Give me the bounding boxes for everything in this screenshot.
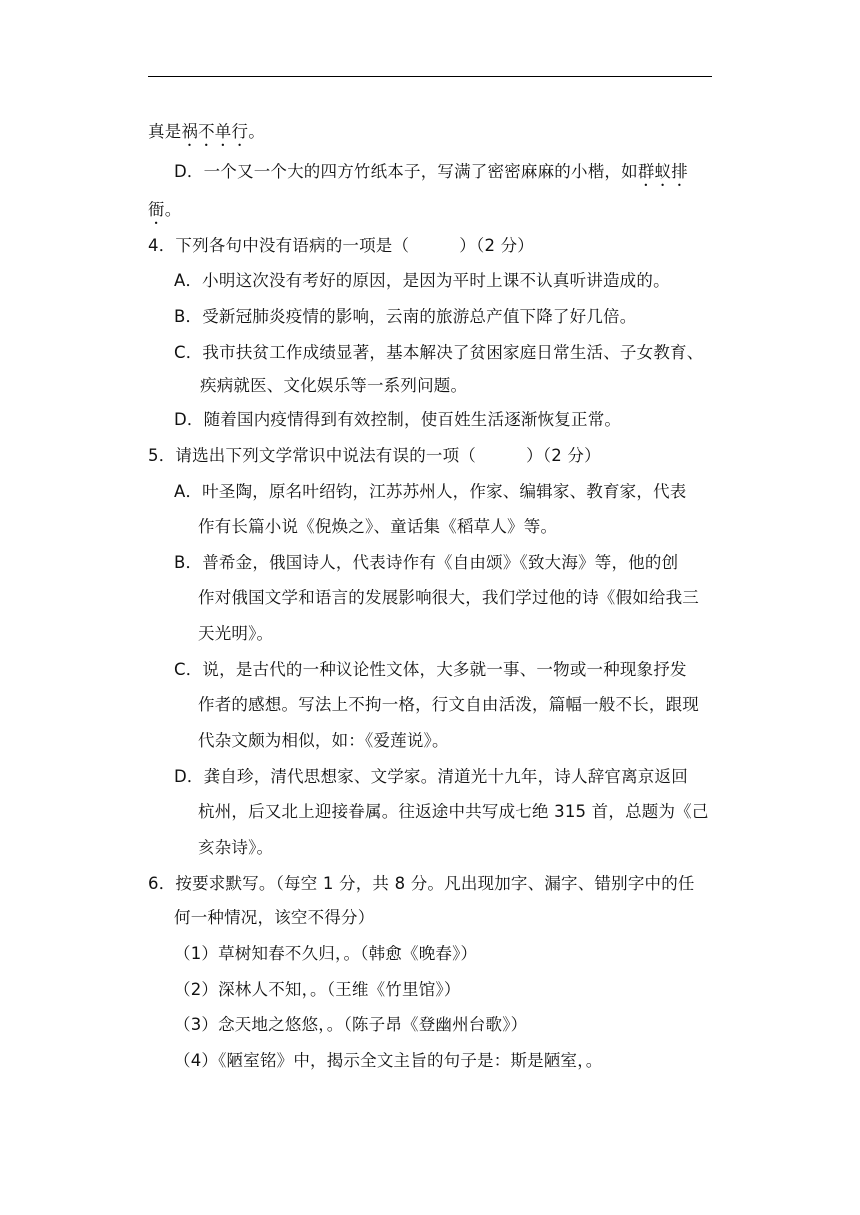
- q5-option-a-line2: 作有长篇小说《倪焕之》、童话集《稻草人》等。: [198, 517, 558, 536]
- q6-item-2: （2）深林人不知，。（王维《竹里馆》）: [174, 980, 461, 999]
- q6-stem-continuation: 何一种情况，该空不得分）: [174, 908, 375, 927]
- q4-option-b: B．受新冠肺炎疫情的影响，云南的旅游总产值下降了好几倍。: [174, 307, 637, 326]
- q6-item-1: （1）草树知春不久归，。（韩愈《晚春》）: [174, 944, 478, 963]
- q5-option-d: D．龚自珍，清代思想家、文学家。清道光十九年，诗人辞官离京返回: [174, 767, 688, 786]
- q6-item-3: （3）念天地之悠悠，。（陈子昂《登幽州台歌》）: [174, 1015, 528, 1034]
- q5-option-c-line3: 代杂文颇为相似，如：《爱莲说》。: [198, 731, 449, 750]
- q5-option-b-line3: 天光明》。: [198, 624, 274, 643]
- q4-option-c-continuation: 疾病就医、文化娱乐等一系列问题。: [200, 376, 468, 395]
- emphasized-text: 衙: [148, 200, 165, 219]
- q3-option-c-continuation: [148, 120, 265, 150]
- q4-option-c: C．我市扶贫工作成绩显著，基本解决了贫困家庭日常生活、子女教育、: [174, 343, 704, 362]
- q5-option-b-line2: 作对俄国文学和语言的发展影响很大，我们学过他的诗《假如给我三: [198, 588, 699, 607]
- q5-option-d-line2: 杭州，后又北上迎接眷属。往返途中共写成七绝 315 首，总题为《己: [198, 802, 709, 821]
- q5-option-b: B．普希金，俄国诗人，代表诗作有《自由颂》《致大海》等，他的创: [174, 553, 679, 572]
- q5-option-d-line3: 亥杂诗》。: [198, 838, 274, 857]
- q6-stem: 6．按要求默写。（每空 1 分，共 8 分。凡出现加字、漏字、错别字中的任: [148, 874, 695, 893]
- emphasized-text: 祸不单行: [181, 122, 249, 141]
- q5-option-a: A．叶圣陶，原名叶绍钧，江苏苏州人，作家、编辑家、教育家，代表: [174, 482, 687, 501]
- text: 。: [164, 200, 182, 219]
- q4-stem: 4．下列各句中没有语病的一项是（ ）（2 分）: [148, 236, 534, 255]
- text: D．一个又一个大的四方竹纸本子，写满了密密麻麻的小楷，如: [174, 162, 638, 181]
- text: 。: [248, 122, 265, 141]
- q5-stem: 5．请选出下列文学常识中说法有误的一项（ ）（2 分）: [148, 446, 601, 465]
- q3-option-d-continuation: [148, 198, 181, 228]
- header-rule: [148, 76, 712, 77]
- text: 真是: [148, 122, 182, 141]
- q4-option-d: D．随着国内疫情得到有效控制，使百姓生活逐渐恢复正常。: [174, 410, 622, 429]
- q5-option-c: C．说，是古代的一种议论性文体，大多就一事、一物或一种现象抒发: [174, 660, 687, 679]
- emphasized-text: 群蚁排: [637, 162, 688, 181]
- q6-item-4: （4）《陋室铭》中，揭示全文主旨的句子是：斯是陋室，。: [174, 1051, 603, 1070]
- q4-option-a: A．小明这次没有考好的原因，是因为平时上课不认真听讲造成的。: [174, 271, 670, 290]
- q5-option-c-line2: 作者的感想。写法上不拘一格，行文自由活泼，篇幅一般不长，跟现: [198, 695, 699, 714]
- q3-option-d: [174, 160, 688, 190]
